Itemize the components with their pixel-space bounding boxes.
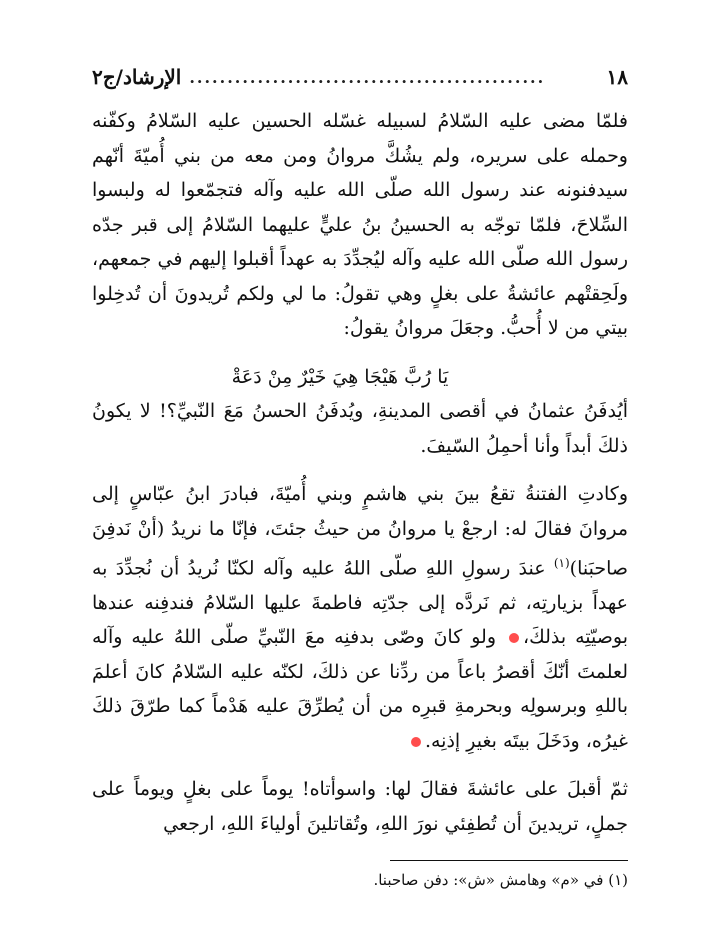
spacer — [92, 758, 628, 772]
page-number: ١٨ — [606, 65, 628, 89]
footnote-ref: (١) — [553, 556, 570, 570]
paragraph-2: أيُدفَنُ عثمانُ في أقصى المدينةِ، ويُدفَنُ الحسنُ مَعَ النّبيِّ؟! لا يكونُ ذلكَ أبداً وأنا أحمِلُ السّيفَ. — [92, 400, 628, 457]
footnote: (١) في «م» وهامش «ش»: دفن صاحبنا. — [373, 871, 628, 889]
highlight-marker-dot — [509, 633, 519, 643]
header-leader-dots: ............................................... — [189, 67, 546, 87]
footnote-divider — [390, 860, 628, 861]
paragraph-4: ثمّ أقبلَ على عائشةَ فقالَ لها: واسوأتاه! يوماً على بغلٍ ويوماً على جملٍ، تريدينَ أن تُطفِئي نورَ اللهِ، وتُقاتلينَ أولياءَ اللهِ، ارجعي — [92, 778, 628, 835]
paragraph-3-part-a: وكادتِ الفتنةُ تقعُ بينَ بني هاشمٍ وبني أُميّةَ، فبادرَ ابنُ عبّاسٍ إلى مروانَ فقالَ له: ارجعْ يا مروانُ من حيثُ جئتَ، فإنّا ما نريدُ (أنْ نَدفِنَ صاحبَنا) — [92, 483, 628, 580]
paragraph-3 — [92, 477, 628, 758]
page-header — [92, 62, 628, 92]
paragraph-1: فلمّا مضى عليه السّلامُ لسبيله غسّله الحسين عليه السّلامُ وكفّنه وحمله على سريره، ولم يشُكَّ مروانُ ومن معه من بني أُميّةَ أنّهم سيدفنونه عند رسول الله صلّى الله عليه وآله فتجمّعوا له ولبسوا السِّلاحَ، فلمّا توجّه به الحسينُ بنُ عليٍّ عليهما السّلامُ إلى قبر جدّه رسول الله صلّى الله عليه وآله ليُجدِّدَ به عهداً أقبلوا إليهم في جمعهم، ولَحِقتْهم عائشةُ على بغلٍ وهي تقولُ: ما لي ولكم تُريدونَ أن تُدخِلوا بيتي من لا أُحبُّ. وجعَلَ مروانُ يقولُ: — [92, 110, 628, 339]
body-text — [92, 104, 628, 841]
running-title: الإرشاد/ج٢ — [92, 65, 182, 89]
spacer — [92, 463, 628, 477]
paragraph-3-part-c: ولو كانَ وصّى بدفنِه معَ النّبيِّ صلّى اللهُ عليه وآله لعلمتَ أنّكَ أقصرُ باعاً من ردِّنا عن ذلكَ، لكنّه عليه السّلامُ كانَ أعلمَ باللهِ وبرسولِه وبحرمةِ قبرِه من أن يُطرِّقَ عليه هَدْماً كما طرّقَ ذلكَ غيرُه، ودَخَلَ بيتَه بغيرِ إذنِه. — [92, 626, 628, 752]
paragraph-3-part-b: عندَ رسولِ اللهِ صلّى اللهُ عليه وآله لكنّا نُريدُ أن نُجدِّدَ به عهداً بزيارتِه، ثم نَردَّه إلى جدّتِه فاطمةَ عليها السّلامُ فندفِنه عندها بوصيّتِه بذلكَ، — [92, 557, 628, 649]
spacer — [92, 346, 628, 360]
highlight-marker-dot — [411, 737, 421, 747]
poem-verse: يَا رُبَّ هَيْجَا هِيَ خَيْرٌ مِنْ دَعَةْ — [231, 365, 449, 388]
